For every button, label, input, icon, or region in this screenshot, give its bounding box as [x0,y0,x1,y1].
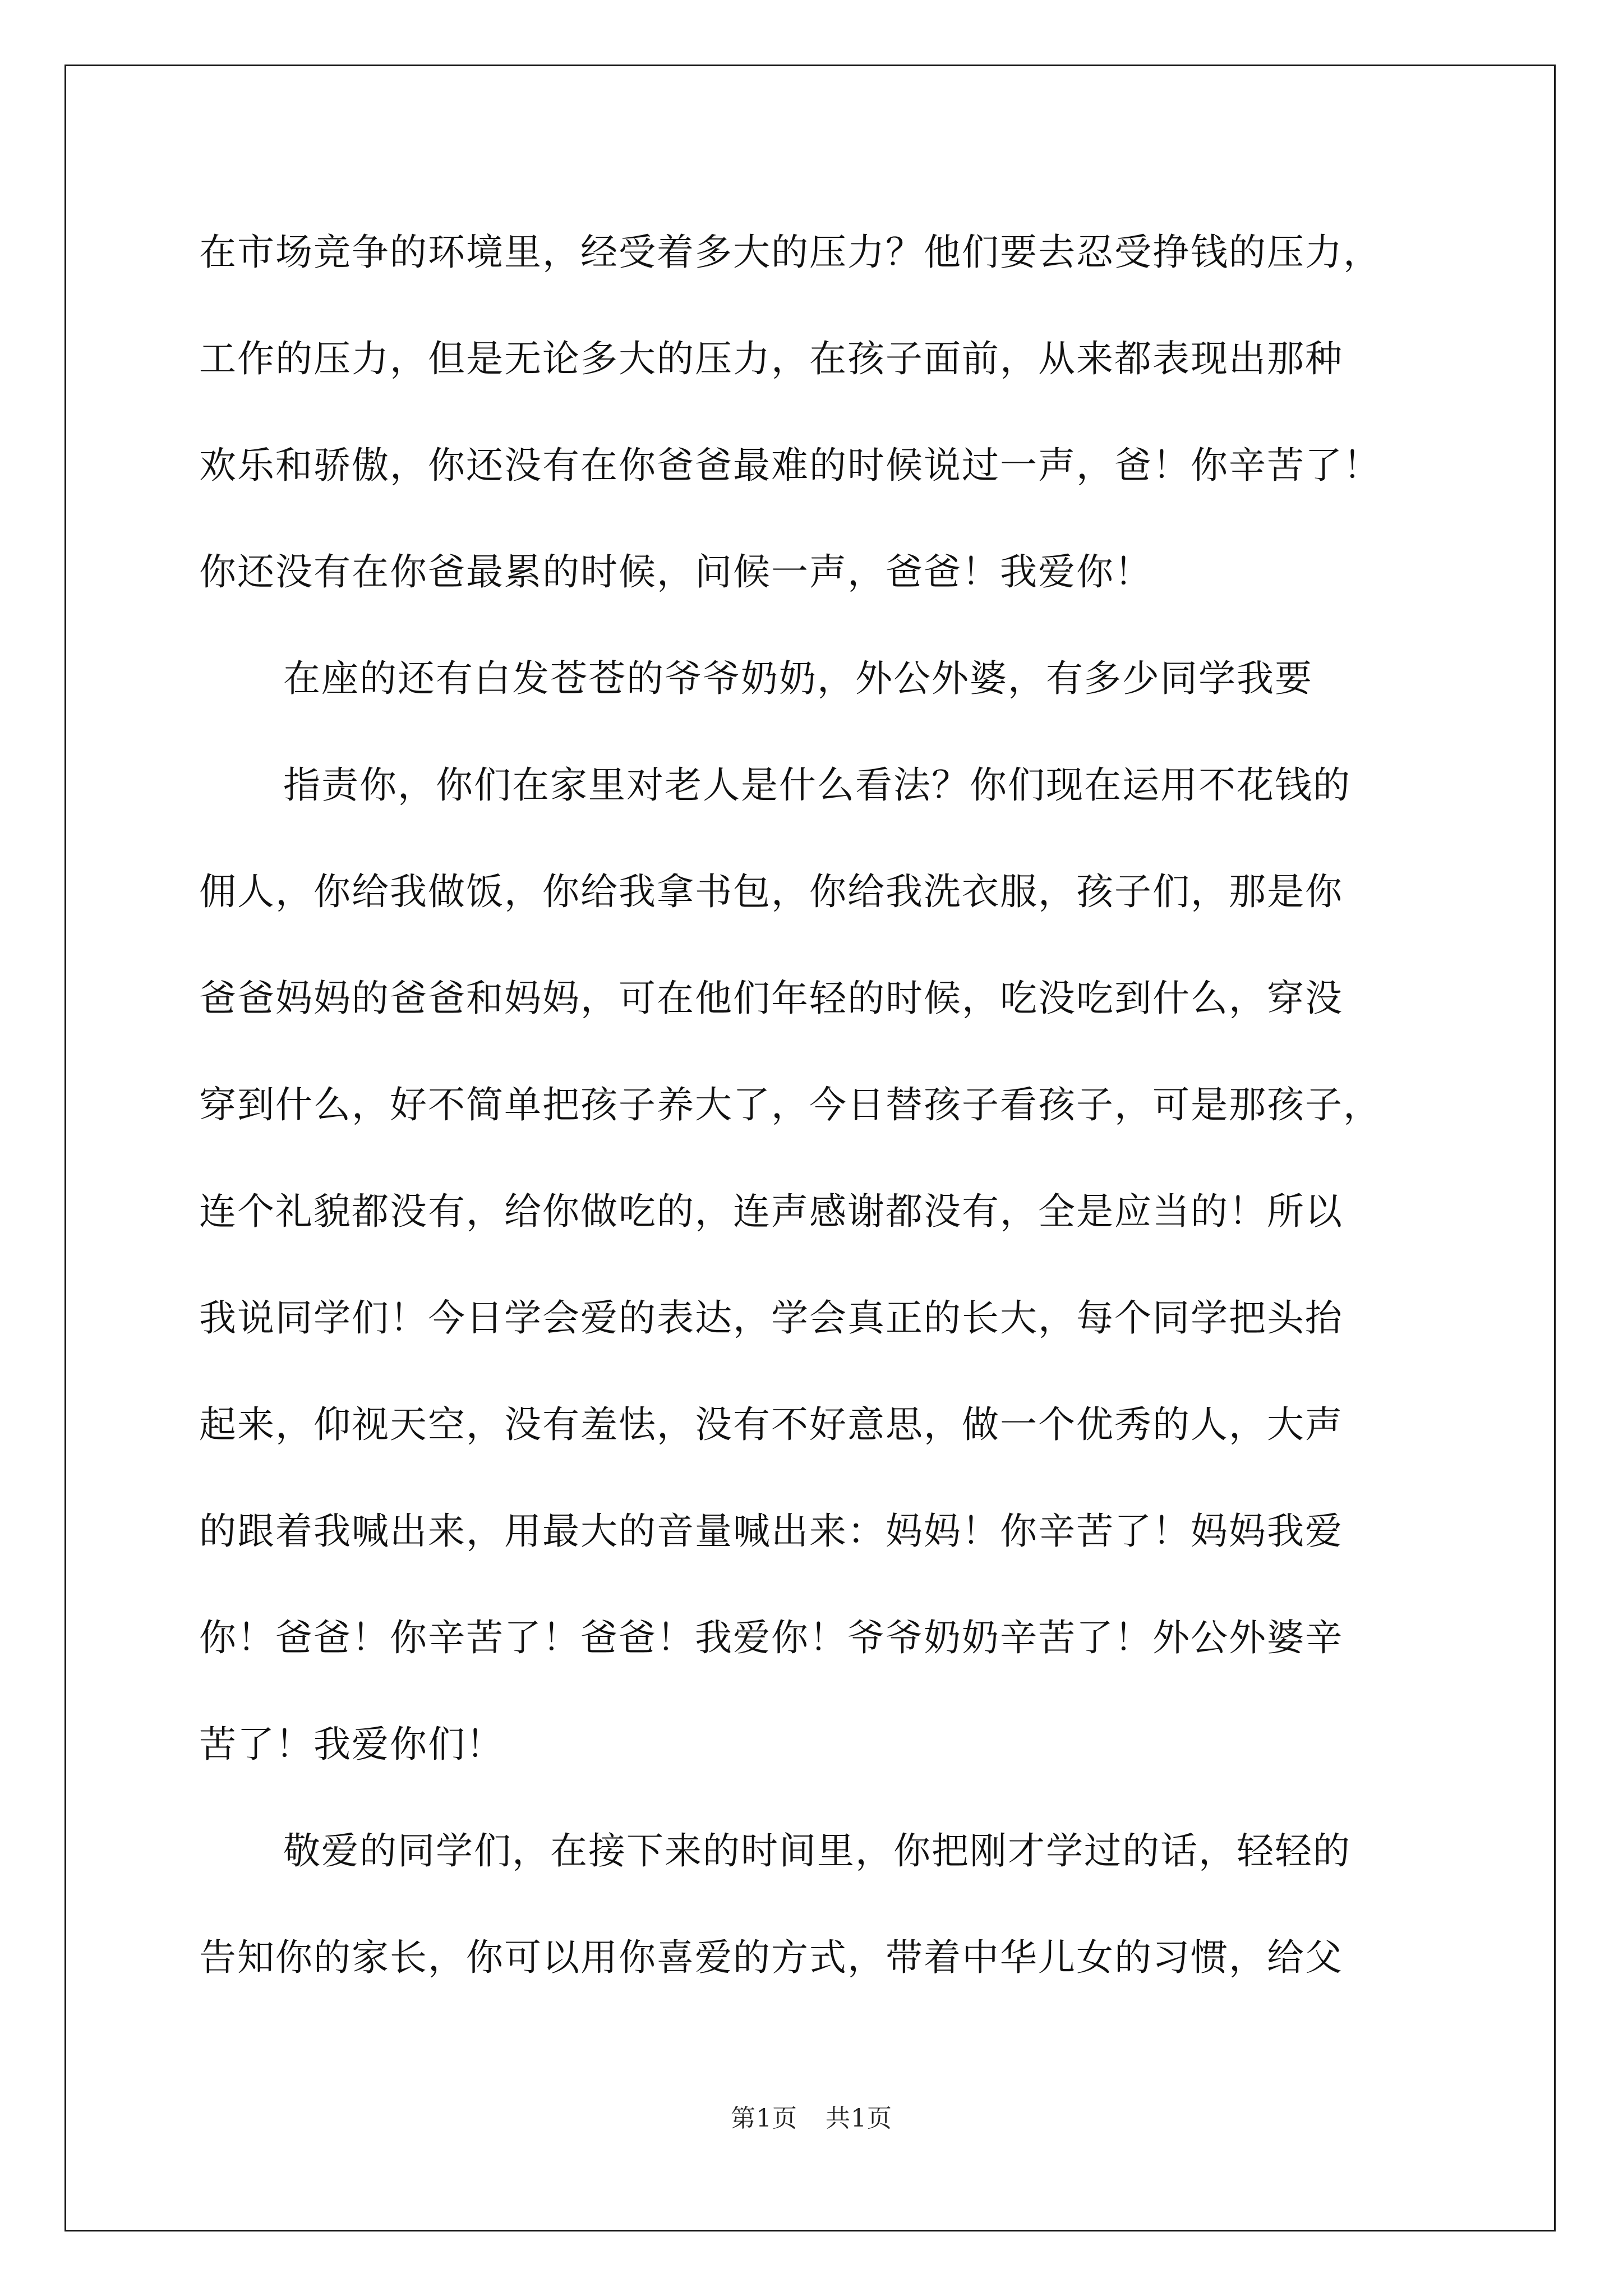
paragraph-start-line: 在座的还有白发苍苍的爷爷奶奶，外公外婆，有多少同学我要 [283,657,1313,700]
text-line: 苦了！我爱你们！ [199,1723,504,1766]
text-line: 起来，仰视天空，没有羞怯，没有不好意思，做一个优秀的人，大声 [199,1403,1343,1446]
text-line: 爸爸妈妈的爸爸和妈妈，可在他们年轻的时候，吃没吃到什么，穿没 [199,977,1343,1020]
text-line: 穿到什么，好不简单把孩子养大了，今日替孩子看孩子，可是那孩子， [199,1083,1381,1126]
paragraph-start-line: 敬爱的同学们，在接下来的时间里，你把刚才学过的话，轻轻的 [283,1829,1351,1872]
text-line: 你还没有在你爸最累的时候，问候一声，爸爸！我爱你！ [199,550,1152,593]
page-total: 共1页 [826,2104,892,2133]
text-line: 工作的压力，但是无论多大的压力，在孩子面前，从来都表现出那种 [199,337,1343,380]
paragraph-start-line: 指责你，你们在家里对老人是什么看法？你们现在运用不花钱的 [283,763,1351,807]
text-line: 的跟着我喊出来，用最大的音量喊出来：妈妈！你辛苦了！妈妈我爱 [199,1510,1343,1553]
text-line: 在市场竞争的环境里，经受着多大的压力？他们要去忍受挣钱的压力， [199,231,1381,274]
text-line: 你！爸爸！你辛苦了！爸爸！我爱你！爷爷奶奶辛苦了！外公外婆辛 [199,1616,1343,1659]
text-line: 连个礼貌都没有，给你做吃的，连声感谢都没有，全是应当的！所以 [199,1190,1343,1233]
text-line: 我说同学们！今日学会爱的表达，学会真正的长大，每个同学把头抬 [199,1296,1343,1340]
page-number: 第1页 [731,2104,797,2133]
text-line: 欢乐和骄傲，你还没有在你爸爸最难的时候说过一声，爸！你辛苦了！ [199,444,1381,487]
text-line: 告知你的家长，你可以用你喜爱的方式，带着中华儿女的习惯，给父 [199,1936,1343,1979]
document-body [199,216,1438,2028]
page-footer [0,2098,1623,2134]
text-line: 佣人，你给我做饭，你给我拿书包，你给我洗衣服，孩子们，那是你 [199,870,1343,913]
